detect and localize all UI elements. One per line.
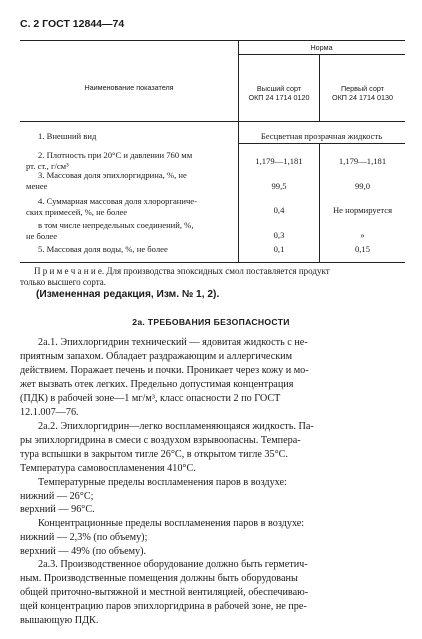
row-value-high: 99,5 (271, 181, 287, 191)
paragraph-line: приятным запахом. Обладает раздражающим и аллергическим (20, 350, 293, 362)
row-value-first: 0,15 (354, 244, 371, 254)
row-name (26, 196, 256, 217)
row-name-line: 2. Плотность при 20°С и давлении 760 мм (38, 150, 193, 160)
row-name (26, 150, 256, 171)
paragraph-2a3 (20, 558, 405, 628)
row-name-line: не более (26, 230, 58, 241)
paragraph-line: ры эпихлоргидрина в смеси с воздухом взрывоопасны. Темпера- (20, 434, 301, 446)
paragraph-2a1 (20, 336, 405, 419)
row-name (26, 170, 256, 191)
paragraph-line: Концентрационные пределы воспламенения паров в воздухе: (38, 518, 305, 530)
col-header-first (320, 84, 405, 102)
col-header-first-title: Первый сорт (341, 84, 384, 93)
col-header-norma: Норма (310, 43, 333, 52)
paragraph-line: Температура самовоспламенения 410°С. (20, 462, 196, 474)
paragraph-line: (ПДК) в рабочей зоне—1 мг/м³, класс опасности 2 по ГОСТ (20, 392, 281, 404)
paragraph-line: 2а.3. Производственное оборудование должно быть герметич- (38, 559, 308, 570)
note-line: П р и м е ч а н и е. Для производства эпоксидных смол поставляется продукт (34, 266, 330, 276)
row-value-first: » (360, 230, 365, 240)
row-name (26, 220, 256, 241)
paragraph-line: тура вспышки в закрытом тигле 26°С, в открытом тигле 35°С. (20, 448, 288, 460)
table-rule-top (20, 40, 405, 41)
table-rule-header-bottom (20, 121, 405, 122)
row-value-first: 1,179—1,181 (338, 156, 387, 166)
row-name-line: в том числе непредельных соединений, %, (38, 220, 194, 230)
table-rule-norma (238, 54, 405, 55)
col-header-first-code: ОКП 24 1714 0130 (332, 93, 393, 102)
table-note (20, 266, 405, 288)
paragraph-line: нижний — 26°С; (20, 490, 94, 502)
row-value-high: 0,4 (273, 205, 285, 215)
col-header-high-title: Высший сорт (256, 84, 302, 93)
col-header-high (239, 84, 319, 102)
paragraph-line: щей концентрацию паров эпихлоргидрина в рабочей зоне, не пре- (20, 600, 307, 612)
paragraph-line: 12.1.007—76. (20, 406, 79, 418)
row-value-first: 99,0 (354, 181, 371, 191)
row-value-first: Не нормируется (332, 205, 393, 215)
paragraph-line: общей приточно-вытяжной и местной вентиляцией, обеспечиваю- (20, 586, 309, 598)
row-value-high: 1,179—1,181 (255, 156, 303, 166)
paragraph-line: Температурные пределы воспламенения паров в воздухе: (38, 476, 287, 488)
row-appearance-value: Бесцветная прозрачная жидкость (260, 131, 383, 141)
paragraph-line: вышающую ПДК. (20, 614, 99, 626)
section-title: 2а. ТРЕБОВАНИЯ БЕЗОПАСНОСТИ (132, 317, 290, 327)
paragraph-line: ным. Производственные помещения должны быть оборудованы (20, 572, 298, 584)
row-value-high: 0,1 (273, 244, 285, 254)
row-name-line: рт. ст., г/см³ (26, 160, 69, 171)
row-name: 1. Внешний вид (38, 131, 97, 141)
note-line: только высшего сорта. (20, 277, 107, 287)
row-value-high: 0,3 (273, 230, 285, 240)
page-header: С. 2 ГОСТ 12844—74 (20, 18, 125, 30)
table-rule-span-row (238, 143, 405, 144)
paragraph-line: нижний — 2,3% (по объему); (20, 532, 148, 544)
row-name-line: менее (26, 180, 48, 191)
paragraph-line: жет вызвать отек легких. Предельно допустимая концентрация (20, 378, 294, 390)
col-header-high-code: ОКП 24 1714 0120 (248, 93, 310, 102)
edition-note: (Измененная редакция, Изм. № 1, 2). (36, 289, 220, 300)
col-header-name: Наименование показателя (84, 83, 174, 92)
row-name-line: ских примесей, %, не более (26, 206, 128, 217)
specification-table (20, 40, 405, 263)
row-name-line: 3. Массовая доля эпихлоргидрина, %, не (38, 170, 187, 180)
paragraph-line: верхний — 49% (по объему). (20, 546, 147, 558)
paragraph-line: верхний — 96°С. (20, 504, 95, 516)
row-name: 5. Массовая доля воды, %, не более (38, 244, 168, 254)
table-rule-bottom (20, 262, 405, 263)
row-name-line: 4. Суммарная массовая доля хлорорганиче- (38, 196, 197, 206)
paragraph-line: 2а.1. Эпихлоргидрин технический — ядовитая жидкость с не- (38, 337, 308, 348)
paragraph-2a2 (20, 420, 405, 559)
paragraph-line: 2а.2. Эпихлоргидрин—легко воспламеняющаяся жидкость. Па- (38, 421, 314, 432)
paragraph-line: действием. Поражает печень и почки. Проникает через кожу и мо- (20, 364, 309, 376)
